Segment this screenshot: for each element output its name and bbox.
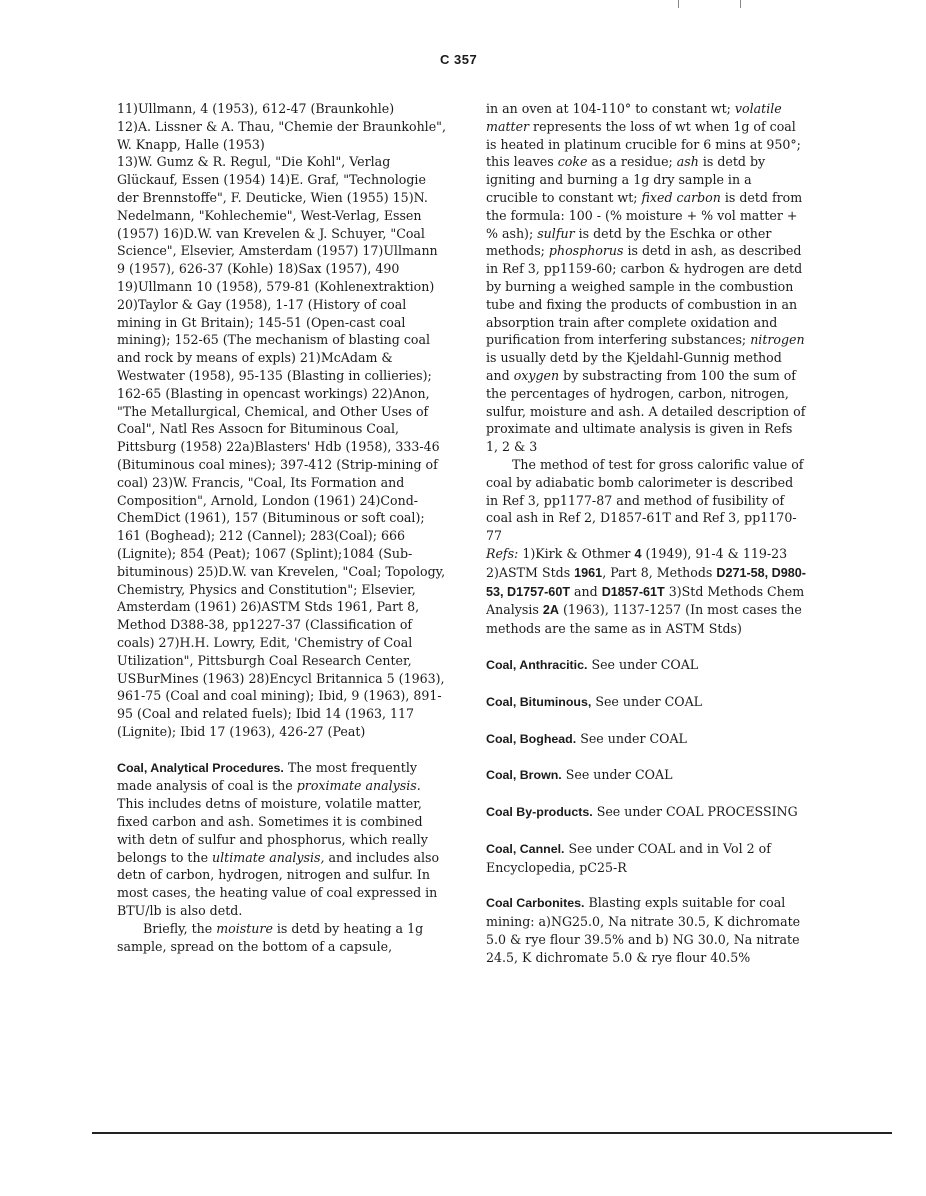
term-sulfur: sulfur [537, 225, 575, 241]
term-coke: coke [557, 154, 588, 170]
entry-coal-analytical-procedures [117, 759, 447, 920]
entry-coal-cannel: Coal, Cannel. See under COAL and in Vol 2 of Encyclopedia, pC25-R [486, 840, 771, 875]
paragraph-procedures-continued: in an oven at 104-110° to constant wt; volatile matter represents the loss of wt when 1g of coal is heated in platinum crucible for 6 mins at 950°; this leaves coke as a residue; ash is detd by igniting and burning a 1g dry sample in a crucible to constant wt; fixed carbon is detd from the formula: 100 - (% moisture + % vol matter + % ash); sulfur is detd by the Eschka or other methods; phosphorus is detd in ash, as described in Ref 3, pp1159-60; carbon & hydrogen are detd by burning a weighed sample in the combustion tube and fixing the products of combustion in an absorption train after complete oxidation and purification from interfering substances; nitrogen is usually detd by the Kjeldahl-Gunnig method and oxygen by substracting from 100 the sum of the percentages of hydrogen, carbon, nitrogen, sulfur, moisture and ash. A detailed description of proximate and ultimate analysis is given in Refs 1, 2 & 3 [486, 101, 806, 455]
entry-coal-bituminous: Coal, Bituminous, See under COAL [486, 693, 703, 709]
entry-coal-carbonites: Coal Carbonites. Blasting expls suitable for coal mining: a)NG25.0, Na nitrate 30.5, K dichromate 5.0 & rye flour 39.5% and b) NG 30.0, Na nitrate 24.5, K dichromate 5.0 & rye flour 40.5% [486, 895, 801, 965]
entry-coal-anthracitic: Coal, Anthracitic. See under COAL [486, 656, 699, 672]
refs-label: Refs: [486, 545, 519, 561]
term-nitrogen: nitrogen [750, 332, 805, 348]
paragraph-moisture: Briefly, the moisture is detd by heating a 1g sample, spread on the bottom of a capsule, [117, 920, 424, 954]
entry-text: This includes detns of moisture, volatile matter, fixed carbon and ash. Sometimes it is combined with detn of sulfur and phosphorus, which really belongs to the [117, 796, 428, 865]
left-column [117, 100, 447, 955]
term-ash: ash [676, 154, 699, 170]
entry-text: The most frequently made analysis of coal is the [117, 759, 417, 794]
reference-list: 11)Ullmann, 4 (1953), 612-47 (Braunkohle) 12)A. Lissner & A. Thau, "Chemie der Braunkohle", W. Knapp, Halle (1953) 13)W. Gumz & R. Regul, "Die Kohl", Verlag Glückauf, Essen (1954) 14)E. Graf, "Technologie der Brennstoffe", F. Deuticke, Wien (1955) 15)N. Nedelmann, "Kohlechemie", West-Verlag, Essen (1957) 16)D.W. van Krevelen & J. Schuyer, "Coal Science", Elsevier, Amsterdam (1957) 17)Ullmann 9 (1957), 626-37 (Kohle) 18)Sax (1957), 490 19)Ullmann 10 (1958), 579-81 (Kohlenextraktion) 20)Taylor & Gay (1958), 1-17 (History of coal mining in Gt Britain); 145-51 (Open-cast coal mining); 152-65 (The mechanism of blasting coal and rock by means of expls) 21)McAdam & Westwater (1958), 95-135 (Blasting in collieries); 162-65 (Blasting in opencast workings) 22)Anon, "The Metallurgical, Chemical, and Other Uses of Coal", Natl Res Assocn for Bituminous Coal, Pittsburg (1958) 22a)Blasters' Hdb (1958), 333-46 (Bituminous coal mines); 397-412 (Strip-mining of coal) 23)W. Francis, "Coal, Its Formation and Composition", Arnold, London (1961) 24)Cond-ChemDict (1961), 157 (Bituminous or soft coal); 161 (Boghead); 212 (Cannel); 283(Coal); 666 (Lignite); 854 (Peat); 1067 (Splint);1084 (Sub-bituminous) 25)D.W. van Krevelen, "Coal; Topology, Chemistry, Physics and Constitution"; Elsevier, Amsterdam (1961) 26)ASTM Stds 1961, Part 8, Method D388-38, pp1227-37 (Classification of coals) 27)H.H. Lowry, Edit, 'Chemistry of Coal Utilization", Pittsburgh Coal Research Center, USBurMines (1963) 28)Encycl Britannica 5 (1963), 961-75 (Coal and coal mining); Ibid, 9 (1963), 891-95 (Coal and related fuels); Ibid 14 (1963, 117 (Lignite); Ibid 17 (1963), 426-27 (Peat) [117, 101, 446, 739]
right-column [486, 100, 806, 967]
entry-heading: Coal, Analytical Procedures. [117, 760, 284, 775]
term-ultimate-analysis: ultimate analysis, [212, 849, 325, 865]
entry-coal-boghead: Coal, Boghead. See under COAL [486, 730, 687, 746]
term-moisture: moisture [216, 920, 273, 936]
entry-coal-brown: Coal, Brown. See under COAL [486, 767, 673, 783]
scan-mark [740, 0, 741, 8]
entry-coal-by-products: Coal By-products. See under COAL PROCESSING [486, 804, 798, 820]
entry-text: and includes also detn of carbon, hydrogen, nitrogen and sulfur. In most cases, the heating value of coal expressed in BTU/lb is also detd. [117, 849, 440, 919]
paragraph-calorific: The method of test for gross calorific value of coal by adiabatic bomb calorimeter is described in Ref 3, pp1177-87 and method of fusibility of coal ash in Ref 2, D1857-61T and Ref 3, pp1170-77 [486, 456, 804, 544]
references-block: Refs: 1)Kirk & Othmer 4 (1949), 91-4 & 119-23 2)ASTM Stds 1961, Part 8, Methods D271-58, D980-53, D1757-60T and D1857-61T 3)Std Methods Chem Analysis 2A (1963), 1137-1257 (In most cases the methods are the same as in ASTM Stds) [486, 545, 806, 637]
term-phosphorus: phosphorus [548, 243, 624, 259]
term-proximate-analysis: proximate analysis. [296, 778, 421, 794]
bottom-rule [92, 1132, 892, 1134]
page-number: C 357 [440, 52, 478, 67]
term-oxygen: oxygen [513, 367, 560, 383]
term-fixed-carbon: fixed carbon [641, 189, 721, 205]
scan-mark [678, 0, 679, 8]
term-volatile-matter: volatile matter [486, 101, 782, 134]
